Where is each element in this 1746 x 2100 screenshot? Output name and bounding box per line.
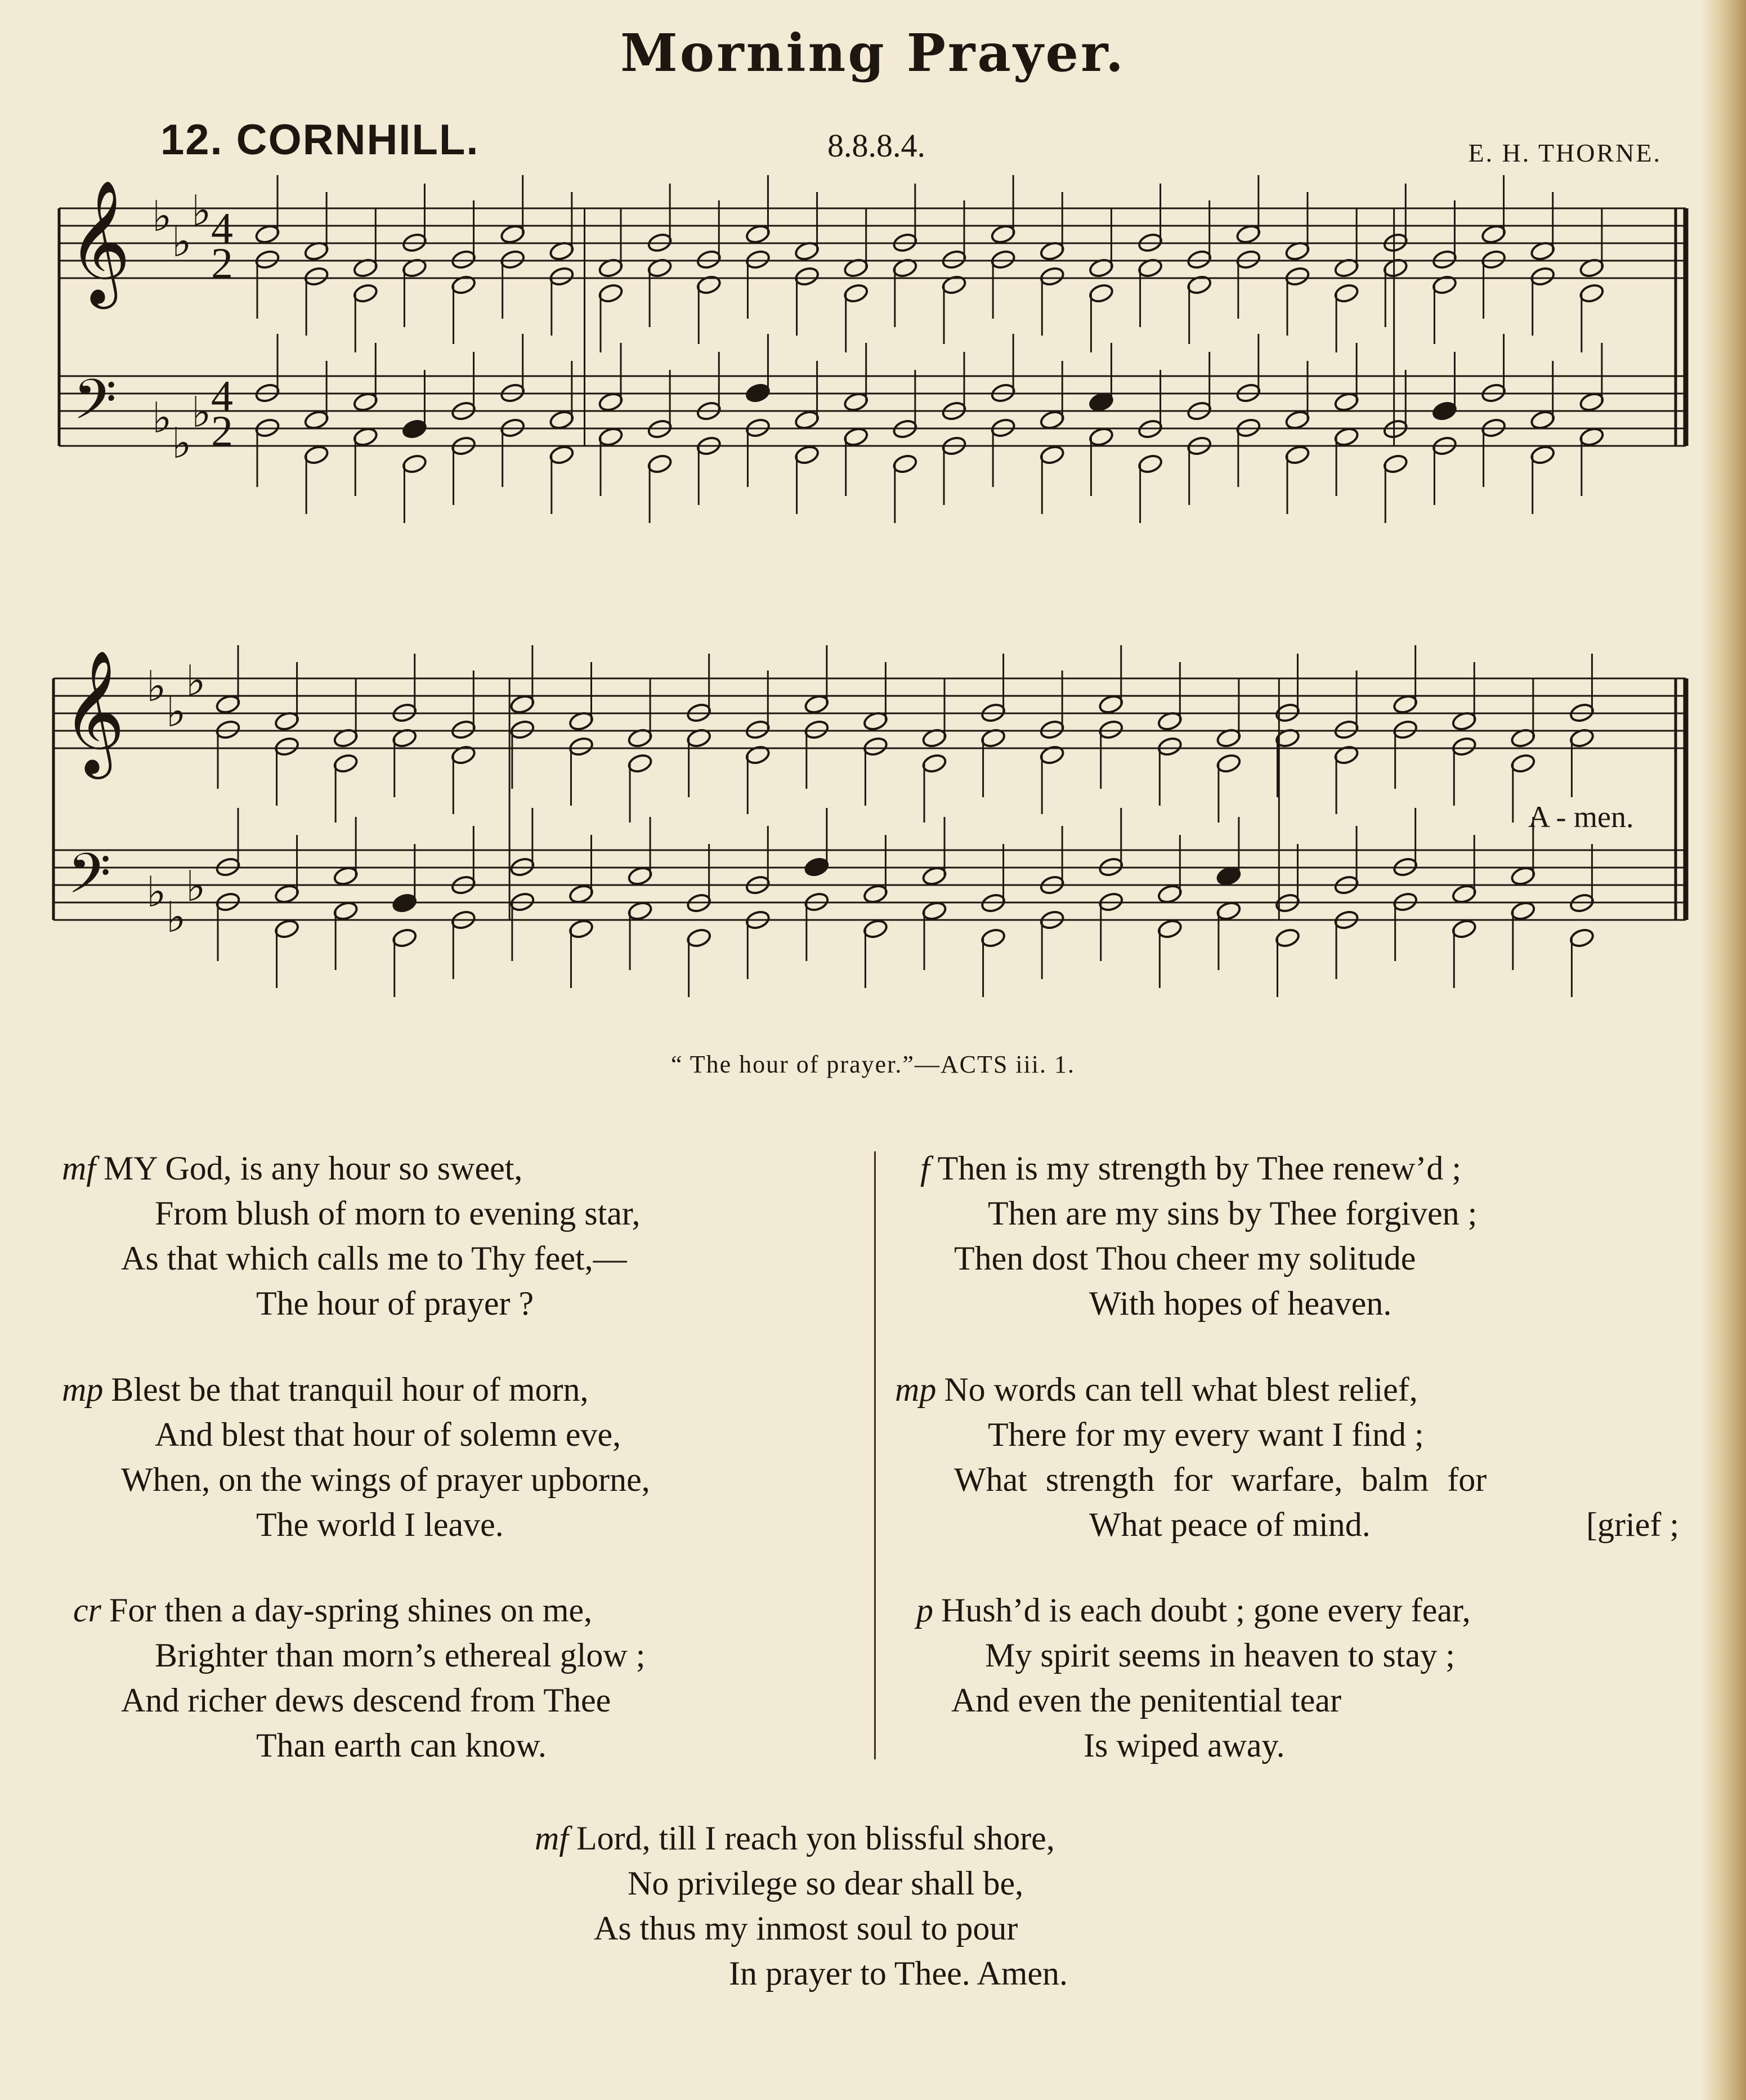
dynamic-mark: mf <box>535 1820 568 1857</box>
dynamic-mark: cr <box>73 1592 101 1629</box>
note-head <box>1510 753 1536 774</box>
stanza-line: In prayer to Thee. Amen. <box>729 1955 1068 1992</box>
note-head <box>392 892 418 914</box>
note-head <box>1510 900 1536 922</box>
note-head <box>215 694 241 715</box>
note-head <box>1529 444 1555 466</box>
note-head <box>254 249 280 270</box>
time-signature: 2 <box>211 239 233 288</box>
time-signature: 2 <box>211 406 233 455</box>
note-head <box>804 694 830 715</box>
stanza-line: What strength for warfare, balm for <box>954 1461 1487 1498</box>
note-head <box>1569 927 1595 949</box>
note-head <box>1480 224 1506 245</box>
stanza-line: My spirit seems in heaven to stay ; <box>985 1637 1455 1674</box>
page-header-title: Morning Prayer. <box>620 23 1126 83</box>
note-head <box>990 224 1016 245</box>
stanza-line: For then a day-spring shines on me, <box>109 1592 593 1629</box>
note-head <box>941 249 967 270</box>
stanza-line: Than earth can know. <box>256 1727 547 1764</box>
note-head <box>333 865 359 887</box>
note-head <box>401 418 427 440</box>
note-head <box>1216 753 1242 774</box>
stanza-line: As that which calls me to Thy feet,— <box>121 1240 627 1277</box>
note-head <box>549 266 575 287</box>
flat-icon: ♭ <box>191 186 212 235</box>
dynamic-mark: f <box>920 1150 930 1187</box>
flat-icon: ♭ <box>172 418 192 468</box>
note-head <box>450 719 476 740</box>
flat-icon: ♭ <box>146 662 167 711</box>
stanza-line: No privilege so dear shall be, <box>628 1865 1024 1902</box>
note-head <box>274 883 299 905</box>
stanza-1 <box>62 1146 641 1326</box>
flat-icon: ♭ <box>166 687 186 736</box>
note-head <box>1529 266 1555 287</box>
bass-clef-icon: 𝄢 <box>68 842 111 920</box>
note-head <box>509 694 535 715</box>
note-head <box>1039 719 1065 740</box>
note-head <box>1216 865 1242 887</box>
stanza-line: Then is my strength by Thee renew’d ; <box>937 1150 1461 1187</box>
stanza-5 <box>895 1367 1679 1547</box>
note-head <box>804 856 830 878</box>
note-head <box>980 927 1006 949</box>
stanza-2 <box>62 1367 650 1547</box>
stanza-line: With hopes of heaven. <box>1089 1285 1392 1322</box>
stanza-line: The world I leave. <box>256 1506 504 1543</box>
amen-lyric: A - men. <box>1528 800 1634 834</box>
note-head <box>598 283 624 304</box>
note-head <box>549 409 575 431</box>
note-head <box>745 224 771 245</box>
note-head <box>1510 865 1536 887</box>
flat-icon: ♭ <box>146 867 167 917</box>
stanza-line: Then are my sins by Thee forgiven ; <box>988 1195 1478 1232</box>
note-head <box>1039 266 1065 287</box>
note-head <box>1431 249 1457 270</box>
note-head <box>1157 736 1183 757</box>
stanza-line: And even the penitential tear <box>951 1682 1342 1719</box>
flat-icon: ♭ <box>172 217 192 266</box>
note-head <box>1333 719 1359 740</box>
hymn-meter: 8.8.8.4. <box>827 127 925 164</box>
note-head <box>794 409 820 431</box>
note-head <box>1157 883 1183 905</box>
note-head <box>1274 927 1300 949</box>
note-head <box>794 266 820 287</box>
flat-icon: ♭ <box>152 393 172 443</box>
note-head <box>804 719 830 740</box>
note-head <box>303 409 329 431</box>
stanza-6 <box>916 1588 1471 1768</box>
note-head <box>1039 409 1065 431</box>
note-head <box>862 736 888 757</box>
scripture-epigraph: “ The hour of prayer.”—ACTS iii. 1. <box>670 1051 1076 1078</box>
stanza-7 <box>535 1816 1068 1996</box>
note-head <box>843 283 868 304</box>
column-divider <box>874 1151 876 1759</box>
hymn-number: 12. <box>160 116 223 164</box>
stanza-line: Hush’d is each doubt ; gone every fear, <box>941 1592 1471 1629</box>
note-head <box>1098 719 1124 740</box>
stanza-line: Lord, till I reach yon blissful shore, <box>576 1820 1055 1857</box>
note-head <box>862 918 888 940</box>
note-head <box>627 865 653 887</box>
note-head <box>892 453 918 475</box>
note-head <box>1088 391 1114 413</box>
note-head <box>274 736 299 757</box>
note-head <box>1333 426 1359 448</box>
note-head <box>843 426 868 448</box>
stanza-line: Brighter than morn’s ethereal glow ; <box>155 1637 646 1674</box>
note-head <box>1382 453 1408 475</box>
flat-icon: ♭ <box>191 387 212 437</box>
stanza-line: From blush of morn to evening star, <box>155 1195 641 1232</box>
note-head <box>1579 426 1605 448</box>
note-head <box>1284 409 1310 431</box>
stanza-line: No words can tell what blest relief, <box>944 1371 1418 1408</box>
bass-clef-icon: 𝄢 <box>73 368 117 446</box>
note-head <box>745 382 771 404</box>
note-head <box>1216 900 1242 922</box>
stanza-overflow-word: [grief ; <box>1586 1506 1679 1543</box>
note-head <box>794 444 820 466</box>
note-head <box>333 753 359 774</box>
tune-name: CORNHILL. <box>236 116 480 164</box>
note-head <box>549 444 575 466</box>
note-head <box>568 883 594 905</box>
note-head <box>862 883 888 905</box>
note-head <box>1451 736 1477 757</box>
note-head <box>303 266 329 287</box>
stanza-line: Is wiped away. <box>1084 1727 1285 1764</box>
note-head <box>1333 283 1359 304</box>
note-head <box>1529 409 1555 431</box>
note-head <box>921 900 947 922</box>
treble-clef-icon: 𝄞 <box>62 649 126 774</box>
note-head <box>1088 283 1114 304</box>
note-head <box>843 391 868 413</box>
note-head <box>499 249 525 270</box>
stanza-line: Then dost Thou cheer my solitude <box>954 1240 1416 1277</box>
stanza-line: What peace of mind. <box>1089 1506 1371 1543</box>
note-head <box>215 719 241 740</box>
note-head <box>303 444 329 466</box>
note-head <box>274 918 299 940</box>
note-head <box>686 927 711 949</box>
note-head <box>450 249 476 270</box>
stanza-line: And richer dews descend from Thee <box>121 1682 611 1719</box>
note-head <box>401 453 427 475</box>
note-head <box>647 453 673 475</box>
note-head <box>598 426 624 448</box>
stanza-4 <box>920 1146 1477 1326</box>
note-head <box>627 900 653 922</box>
note-head <box>352 283 378 304</box>
music-score <box>0 0 1746 1013</box>
time-signature: 4 <box>211 372 233 421</box>
note-head <box>745 249 771 270</box>
dynamic-mark: mp <box>62 1371 104 1408</box>
flat-icon: ♭ <box>186 656 206 705</box>
note-head <box>745 719 771 740</box>
note-head <box>1137 453 1163 475</box>
note-head <box>568 736 594 757</box>
note-head <box>1333 391 1359 413</box>
stanza-line: The hour of prayer ? <box>256 1285 534 1322</box>
note-head <box>696 249 722 270</box>
note-head <box>333 900 359 922</box>
note-head <box>1431 400 1457 422</box>
note-head <box>921 753 947 774</box>
dynamic-mark: mp <box>895 1371 937 1408</box>
note-head <box>1392 719 1418 740</box>
note-head <box>352 426 378 448</box>
stanza-line: And blest that hour of solemn eve, <box>155 1416 621 1453</box>
note-head <box>1579 391 1605 413</box>
note-head <box>499 224 525 245</box>
note-head <box>1579 283 1605 304</box>
hymn-composer: E. H. THORNE. <box>1468 138 1662 167</box>
stanza-line: As thus my inmost soul to pour <box>594 1910 1018 1947</box>
note-head <box>1157 918 1183 940</box>
note-head <box>1098 694 1124 715</box>
note-head <box>1392 694 1418 715</box>
stanza-line: There for my every want I find ; <box>988 1416 1424 1453</box>
time-signature: 4 <box>211 204 233 253</box>
note-head <box>1284 266 1310 287</box>
note-head <box>1480 249 1506 270</box>
note-head <box>990 249 1016 270</box>
note-head <box>1451 883 1477 905</box>
note-head <box>1186 249 1212 270</box>
note-head <box>1088 426 1114 448</box>
note-head <box>1039 444 1065 466</box>
flat-icon: ♭ <box>186 861 206 911</box>
dynamic-mark: mf <box>62 1150 96 1187</box>
flat-icon: ♭ <box>152 191 172 241</box>
treble-clef-icon: 𝄞 <box>68 179 131 303</box>
note-head <box>1235 249 1261 270</box>
note-head <box>921 865 947 887</box>
note-head <box>627 753 653 774</box>
note-head <box>392 927 418 949</box>
note-head <box>352 391 378 413</box>
note-head <box>1451 918 1477 940</box>
dynamic-mark: p <box>916 1592 933 1629</box>
stanza-line: MY God, is any hour so sweet, <box>104 1150 523 1187</box>
stanza-line: Blest be that tranquil hour of morn, <box>111 1371 589 1408</box>
note-head <box>1235 224 1261 245</box>
note-head <box>598 391 624 413</box>
stanza-line: When, on the wings of prayer upborne, <box>121 1461 650 1498</box>
stanza-3 <box>73 1588 645 1768</box>
note-head <box>509 719 535 740</box>
note-head <box>568 918 594 940</box>
note-head <box>1284 444 1310 466</box>
note-head <box>254 224 280 245</box>
flat-icon: ♭ <box>166 892 186 942</box>
